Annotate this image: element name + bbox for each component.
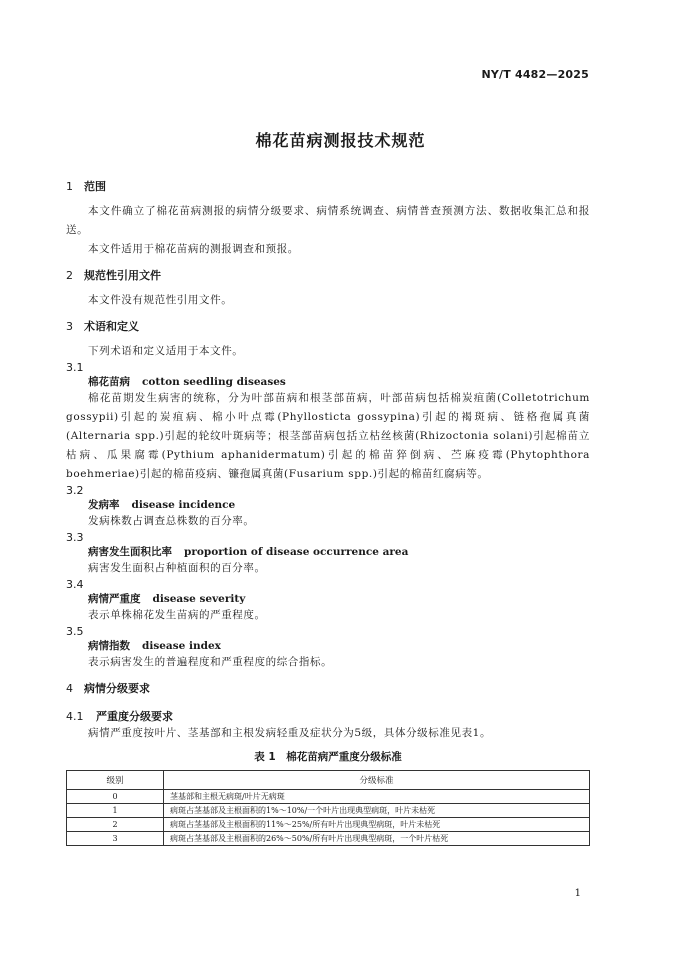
section-title: 病情分级要求	[84, 682, 150, 695]
standard-code: NY/T 4482—2025	[481, 68, 589, 81]
table-header-row	[67, 771, 590, 790]
table-row	[67, 790, 590, 804]
term-number: 3.4	[66, 578, 84, 591]
term-definition: 棉花苗期发生病害的统称，分为叶部苗病和根茎部苗病，叶部苗病包括棉炭疽菌(Colletotrichum gossypii)引起的炭疽病、棉小叶点霉(Phyllosticta gossypina)引起的褐斑病、链格孢属真菌(Alternaria spp.)引起的轮纹叶斑病等；根茎部苗病包括立枯丝核菌(Rhizoctonia solani)引起棉苗立枯病、瓜果腐霉(Pythium aphanidermatum)引起的棉苗猝倒病、苎麻疫霉(Phytophthora boehmeriae)引起的棉苗疫病、镰孢属真菌(Fusarium spp.)引起的棉苗红腐病等。	[66, 392, 590, 480]
subsection-4-1-heading	[66, 708, 590, 724]
term-heading	[88, 544, 590, 559]
document-body	[66, 178, 590, 846]
section-number: 2	[66, 269, 73, 282]
term-number: 3.3	[66, 531, 84, 544]
subsection-title: 严重度分级要求	[96, 710, 173, 723]
section-number: 1	[66, 180, 73, 193]
paragraph: 本文件没有规范性引用文件。	[88, 294, 233, 306]
section-title: 范围	[84, 180, 106, 193]
section-number: 3	[66, 320, 73, 333]
term-en: disease index	[142, 640, 221, 652]
term-heading	[88, 374, 590, 389]
section-4-heading	[66, 680, 590, 696]
term-heading	[88, 497, 590, 512]
table-cell: 3	[67, 832, 164, 846]
paragraph: 本文件适用于棉花苗病的测报调查和预报。	[88, 243, 299, 255]
severity-table	[66, 770, 590, 846]
term-heading	[88, 591, 590, 606]
term-definition: 病害发生面积占种植面积的百分率。	[88, 562, 266, 574]
subsection-number: 4.1	[66, 710, 84, 723]
term-zh: 病害发生面积比率	[88, 546, 172, 558]
paragraph: 下列术语和定义适用于本文件。	[88, 345, 244, 357]
section-title: 规范性引用文件	[84, 269, 161, 282]
table-cell: 茎基部和主根无病斑/叶片无病斑	[164, 790, 590, 804]
table-cell: 病斑占茎基部及主根面积的26%～50%/所有叶片出现典型病斑，一个叶片枯死	[164, 832, 590, 846]
term-zh: 棉花苗病	[88, 376, 130, 388]
term-en: cotton seedling diseases	[142, 376, 286, 388]
section-2-heading	[66, 267, 590, 283]
section-3-heading	[66, 318, 590, 334]
table-cell: 0	[67, 790, 164, 804]
term-en: disease severity	[152, 593, 246, 605]
table-header-cell: 级别	[67, 771, 164, 790]
term-en: proportion of disease occurrence area	[184, 546, 409, 558]
term-zh: 发病率	[88, 499, 120, 511]
table-header-cell: 分级标准	[164, 771, 590, 790]
table-row	[67, 832, 590, 846]
page-number: 1	[574, 888, 581, 899]
term-zh: 病情指数	[88, 640, 130, 652]
section-number: 4	[66, 682, 73, 695]
term-number: 3.2	[66, 484, 84, 497]
term-en: disease incidence	[131, 499, 236, 511]
term-definition: 发病株数占调查总株数的百分率。	[88, 515, 255, 527]
term-zh: 病情严重度	[88, 593, 141, 605]
table-cell: 病斑占茎基部及主根面积的1%～10%/一个叶片出现典型病斑，叶片未枯死	[164, 804, 590, 818]
paragraph: 本文件确立了棉花苗病测报的病情分级要求、病情系统调查、病情普查预测方法、数据收集汇总和报送。	[66, 205, 590, 236]
section-1-heading	[66, 178, 590, 194]
table-row	[67, 804, 590, 818]
term-definition: 表示单株棉花发生苗病的严重程度。	[88, 609, 266, 621]
term-definition: 表示病害发生的普遍程度和严重程度的综合指标。	[88, 656, 333, 668]
document-title: 棉花苗病测报技术规范	[255, 131, 426, 150]
paragraph: 病情严重度按叶片、茎基部和主根发病轻重及症状分为5级，具体分级标准见表1。	[88, 727, 492, 739]
table-caption: 表 1 棉花苗病严重度分级标准	[254, 751, 402, 763]
table-row	[67, 818, 590, 832]
table-cell: 1	[67, 804, 164, 818]
term-number: 3.5	[66, 625, 84, 638]
table-cell: 病斑占茎基部及主根面积的11%～25%/所有叶片出现典型病斑，叶片未枯死	[164, 818, 590, 832]
section-title: 术语和定义	[84, 320, 139, 333]
term-number: 3.1	[66, 361, 84, 374]
table-cell: 2	[67, 818, 164, 832]
term-heading	[88, 638, 590, 653]
